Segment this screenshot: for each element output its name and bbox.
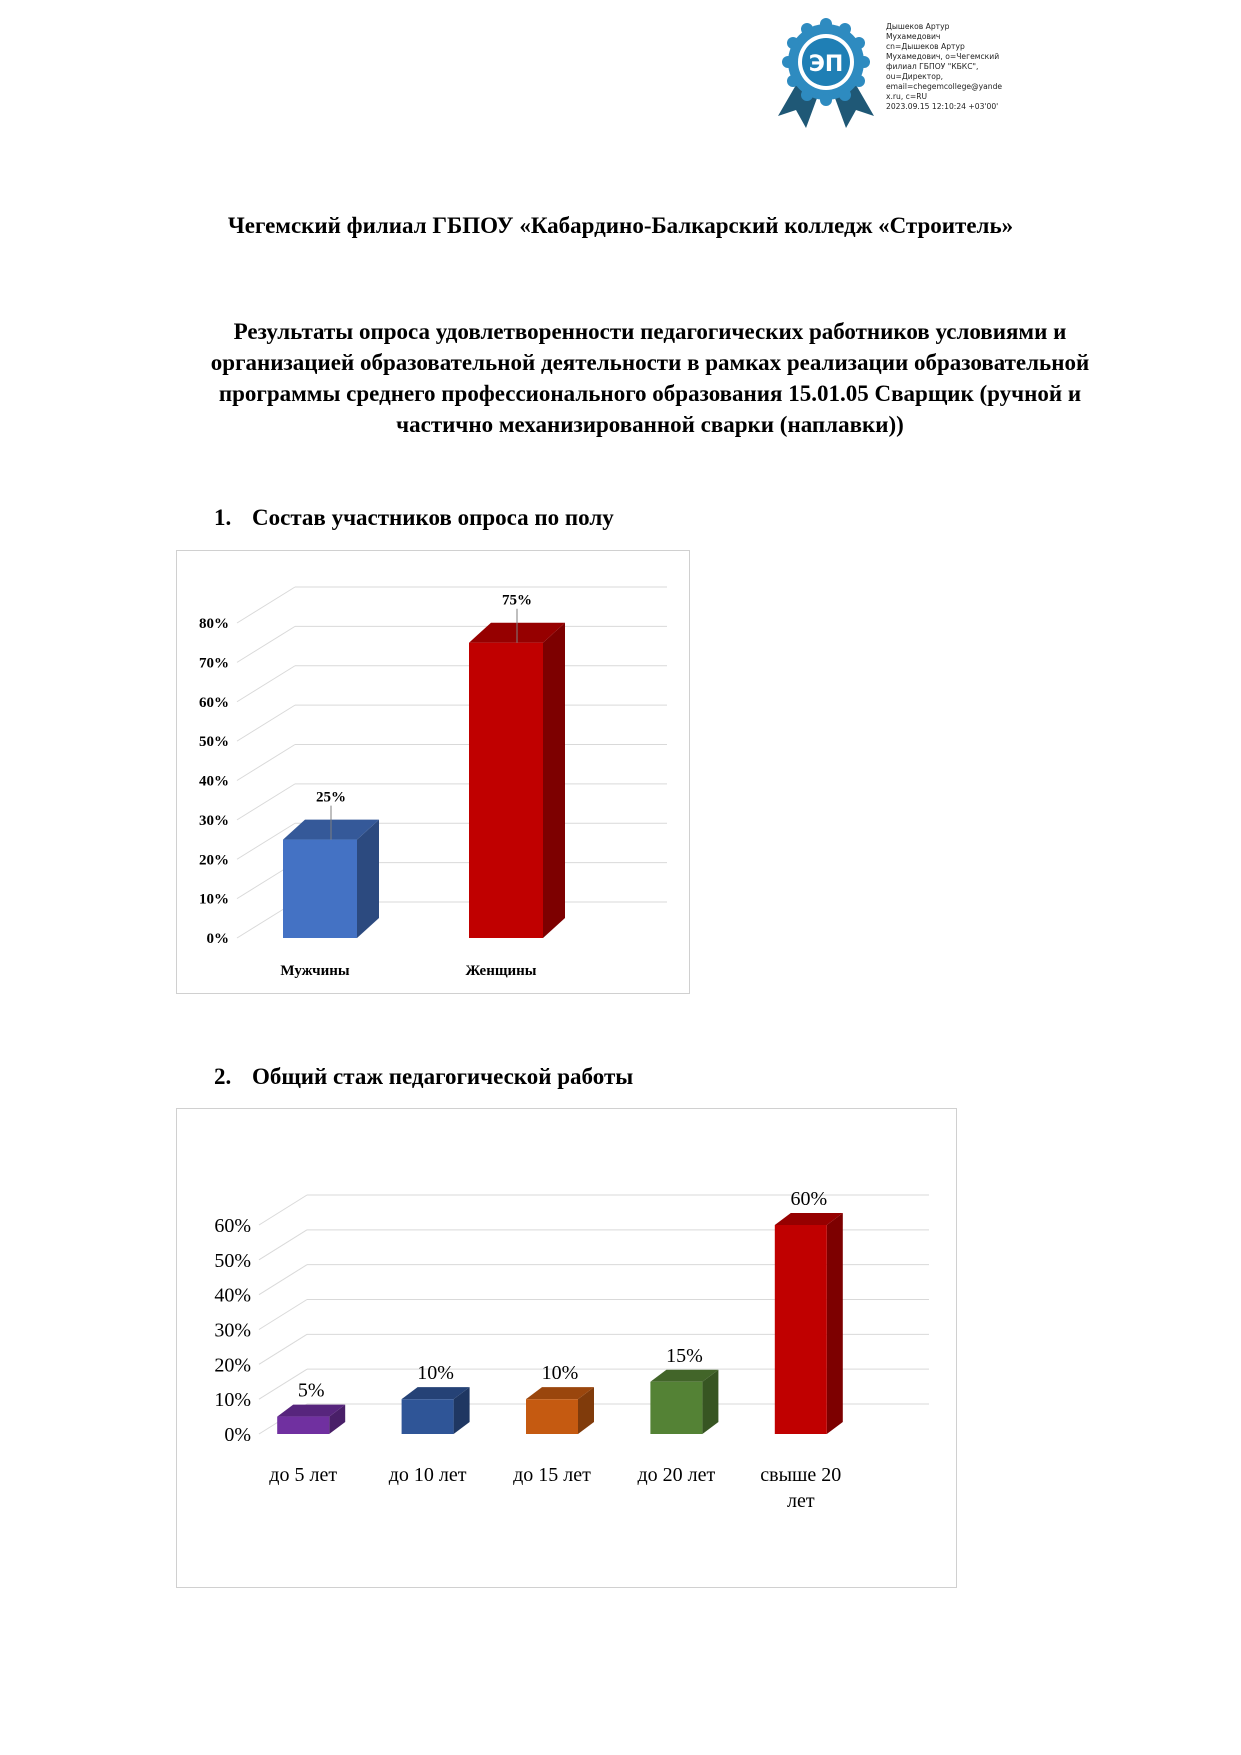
y-tick-label: 20% <box>214 1354 251 1377</box>
y-tick-label: 30% <box>214 1319 251 1342</box>
signature-line: 2023.09.15 12:10:24 +03'00' <box>886 102 999 111</box>
bar <box>526 1399 578 1434</box>
bar <box>402 1399 454 1434</box>
y-tick-label: 10% <box>199 891 229 908</box>
gridline-side <box>237 587 295 623</box>
gridline-side <box>237 626 295 662</box>
data-label: 60% <box>790 1188 828 1210</box>
report-title-line: организацией образовательной деятельности в рамках реализации образовательной <box>210 350 1090 375</box>
signature-line: email=chegemcollege@yande <box>886 82 1003 91</box>
y-tick-label: 70% <box>199 655 229 672</box>
y-tick-label: 80% <box>199 616 229 632</box>
bar <box>469 643 543 938</box>
data-label: 75% <box>502 592 532 609</box>
chart-experience <box>176 1108 957 1588</box>
x-category-label: Женщины <box>465 963 537 979</box>
bar <box>650 1382 702 1434</box>
x-category-label: до 5 лет <box>269 1464 338 1486</box>
gridline-side <box>237 705 295 741</box>
seal-text: ЭП <box>808 52 844 77</box>
signature-line: ou=Директор, <box>886 72 944 81</box>
bar-side <box>827 1213 843 1434</box>
x-category-label: до 15 лет <box>513 1464 591 1486</box>
bar-side <box>543 623 565 938</box>
y-tick-label: 0% <box>224 1424 251 1446</box>
signature-line: x.ru, c=RU <box>886 92 928 101</box>
x-category-label: свыше 20 <box>760 1464 842 1486</box>
y-tick-label: 30% <box>199 812 229 829</box>
report-title-line: Результаты опроса удовлетворенности педагогических работников условиями и <box>233 319 1067 344</box>
x-category-label: Мужчины <box>280 963 350 979</box>
signature-line: Мухамедович, o=Чегемский <box>886 52 1000 61</box>
signature-line: филиал ГБПОУ "КБКС", <box>886 62 979 71</box>
data-label: 10% <box>417 1362 454 1385</box>
gridline-side <box>259 1195 307 1225</box>
signature-line: Мухамедович <box>886 32 941 41</box>
y-tick-label: 50% <box>214 1249 251 1272</box>
gridline-side <box>259 1334 307 1364</box>
y-tick-label: 40% <box>199 773 229 790</box>
section-title: Состав участников опроса по полу <box>252 505 614 530</box>
bar <box>775 1225 827 1434</box>
data-label: 5% <box>297 1379 325 1402</box>
gridline-side <box>237 666 295 702</box>
chart-experience-plot <box>177 1109 955 1586</box>
y-tick-label: 50% <box>199 734 229 751</box>
y-tick-label: 10% <box>214 1389 251 1412</box>
chart-gender-plot <box>177 551 688 992</box>
report-title-line: частично механизированной сварки (наплавки)) <box>396 412 904 437</box>
y-tick-label: 60% <box>214 1215 251 1237</box>
report-title-line: программы среднего профессионального образования 15.01.05 Сварщик (ручной и <box>218 381 1082 406</box>
gridline-side <box>237 784 295 820</box>
y-tick-label: 60% <box>199 694 229 711</box>
gridline-side <box>259 1300 307 1330</box>
bar <box>283 840 357 938</box>
seal-icon <box>770 16 882 128</box>
signature-stamp <box>770 16 1003 128</box>
organization-title: Чегемский филиал ГБПОУ «Кабардино-Балкарский колледж «Строитель» <box>227 213 1014 238</box>
data-label: 10% <box>541 1362 579 1385</box>
section-number: 2. <box>214 1064 232 1089</box>
data-label: 15% <box>666 1344 703 1367</box>
section-number: 1. <box>214 505 232 530</box>
bar-side <box>357 820 379 938</box>
y-tick-label: 40% <box>214 1284 251 1307</box>
bar <box>277 1417 329 1434</box>
section-title: Общий стаж педагогической работы <box>252 1064 634 1089</box>
y-tick-label: 20% <box>199 852 229 869</box>
x-category-label: до 10 лет <box>388 1464 467 1486</box>
y-tick-label: 0% <box>206 931 229 947</box>
signature-line: Дышеков Артур <box>886 22 950 31</box>
x-category-label: до 20 лет <box>637 1464 716 1486</box>
gridline-side <box>237 745 295 781</box>
x-category-label: лет <box>786 1490 815 1512</box>
gridline-side <box>259 1265 307 1295</box>
signature-line: cn=Дышеков Артур <box>886 42 965 51</box>
gridline-side <box>259 1230 307 1260</box>
report-title <box>150 316 1150 440</box>
section-heading-1 <box>214 505 614 531</box>
signature-details <box>886 22 1006 112</box>
data-label: 25% <box>316 789 346 806</box>
section-heading-2 <box>214 1064 633 1090</box>
chart-gender <box>176 550 690 994</box>
